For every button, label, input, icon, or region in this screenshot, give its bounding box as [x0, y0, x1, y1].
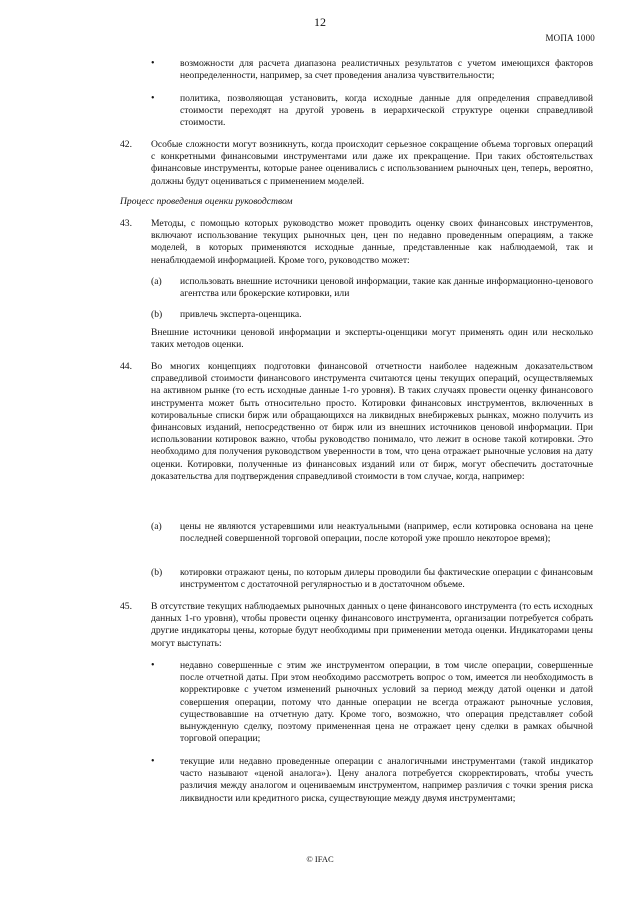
- bullet-icon: •: [151, 756, 155, 767]
- bullet-icon: •: [151, 93, 155, 104]
- list-item-text: цены не являются устаревшими или неактуальными (например, если котировка основана на цене последней совершенной торговой операции, после которой уже прошло некоторое время);: [180, 521, 593, 545]
- list-item-text: использовать внешние источники ценовой информации, такие как данные информационно-ценового агентства или брокерские котировки, или: [180, 276, 593, 300]
- bullet-icon: •: [151, 660, 155, 671]
- paragraph-43-closing: Внешние источники ценовой информации и эксперты-оценщики могут применять один или несколько таких методов оценки.: [151, 327, 593, 351]
- paragraph-42-text: Особые сложности могут возникнуть, когда происходит серьезное сокращение объема торговых операций с конкретными финансовыми инструментами или даже их прекращение. При таких обстоятельствах финансовые инструменты, которые ранее оценивались с использованием рыночных цен, теперь, вероятно, должны будут оцениваться с применением моделей.: [151, 139, 593, 187]
- paragraph-number: 45.: [120, 601, 132, 612]
- page-number: 12: [314, 15, 326, 29]
- copyright-footer: © IFAC: [306, 854, 334, 864]
- bullet-text: недавно совершенные с этим же инструментом операции, в том числе операции, совершенные после отчетной даты. При этом необходимо рассмотреть вопрос о том, имеется ли необходимость в корректировке с учетом изменений рыночных условий за период между датой оценки и датой совершения операции, потому что данные операции не всегда отражают рыночные условия, существовавшие на отчетную дату. Кроме того, возможно, что операция представляет собой вынужденную сделку, поэтому примененная цена не отражает цену сделки в рамках обычной торговой операции;: [180, 660, 593, 745]
- section-heading: Процесс проведения оценки руководством: [120, 196, 293, 207]
- bullet-text: текущие или недавно проведенные операции с аналогичными инструментами (такой индикатор часто называют «ценой аналога»). Цену аналога потребуется скорректировать, чтобы учесть различия между аналогом и оцениваемым инструментом, например различия с точки зрения риска ликвидности или кредитного риска, существующие между двумя инструментами;: [180, 756, 593, 804]
- paragraph-44-text: Во многих концепциях подготовки финансовой отчетности наиболее надежным доказательством справедливой стоимости финансового инструмента считаются цены текущих операций, осуществляемых на активном рынке (то есть исходные данные 1-го уровня). В таких случаях провести оценку финансового инструмента может быть относительно просто. Котировки финансовых инструментов, включенных в котировальные списки бирж или обращающихся на ликвидных внебиржевых рынках, можно получить из финансовых изданий, непосредственно от бирж или из внешних источников ценовой информации. При использовании котировок важно, чтобы руководство понимало, что лежит в основе такой котировки. Это необходимо для получения руководством уверенности в том, что цена отражает рыночные условия на дату оценки. Котировки, полученные из финансовых изданий или от бирж, могут обеспечить достаточные доказательства для подтверждения справедливой стоимости в том случае, когда, например:: [151, 361, 593, 482]
- bullet-text: возможности для расчета диапазона реалистичных результатов с учетом имеющихся факторов неопределенности, например, за счет проведения анализа чувствительности;: [180, 58, 593, 82]
- bullet-icon: •: [151, 58, 155, 69]
- list-label: (b): [151, 567, 163, 578]
- list-item-text: котировки отражают цены, по которым дилеры проводили бы фактические операции с финансовым инструментом с достаточной регулярностью и в достаточном объеме.: [180, 567, 593, 591]
- paragraph-45-text: В отсутствие текущих наблюдаемых рыночных данных о цене финансового инструмента (то есть исходных данных 1-го уровня), чтобы провести оценку финансового инструмента, организации потребуется собрать другие индикаторы цены, которые будут необходимы при применении метода оценки. Индикаторами цены могут выступать:: [151, 601, 593, 649]
- paragraph-number: 42.: [120, 139, 132, 150]
- list-label: (b): [151, 309, 163, 320]
- paragraph-number: 44.: [120, 361, 132, 372]
- list-item-text: привлечь эксперта-оценщика.: [180, 309, 302, 320]
- paragraph-43-text: Методы, с помощью которых руководство может проводить оценку своих финансовых инструментов, включают использование текущих рыночных цен, цен по недавно проведенным операциям, а также моделей, в которых применяются исходные данные, представленные как наблюдаемой, так и ненаблюдаемой информацией. Кроме того, руководство может:: [151, 218, 593, 266]
- bullet-text: политика, позволяющая установить, когда исходные данные для определения справедливой стоимости переходят на другой уровень в иерархической структуре оценки справедливой стоимости.: [180, 93, 593, 129]
- paragraph-number: 43.: [120, 218, 132, 229]
- list-label: (a): [151, 276, 162, 287]
- standard-code: МОПА 1000: [545, 33, 595, 43]
- list-label: (a): [151, 521, 162, 532]
